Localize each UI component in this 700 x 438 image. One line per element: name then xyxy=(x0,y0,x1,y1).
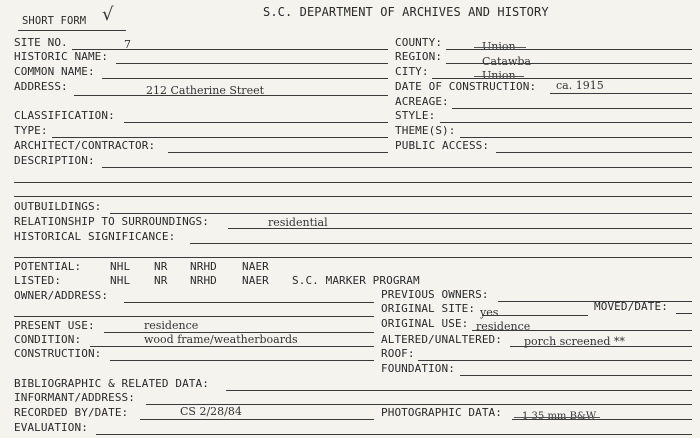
common-name-line xyxy=(102,78,388,79)
county-line xyxy=(446,49,692,50)
recorded-by-value: CS 2/28/84 xyxy=(180,405,242,418)
type-label: TYPE: xyxy=(14,124,48,137)
historic-name-line xyxy=(116,63,388,64)
condition-label: CONDITION: xyxy=(14,333,82,346)
region-value: Catawba xyxy=(482,55,531,68)
altered-label: ALTERED/UNALTERED: xyxy=(381,333,503,346)
relationship-line xyxy=(228,228,692,229)
listed-nhl: NHL xyxy=(110,274,131,287)
original-use-label: ORIGINAL USE: xyxy=(381,317,469,330)
historical-significance-label: HISTORICAL SIGNIFICANCE: xyxy=(14,230,176,243)
county-strike xyxy=(474,47,526,48)
construction-line xyxy=(110,360,374,361)
potential-nhl: NHL xyxy=(110,260,131,273)
architect-line xyxy=(168,152,388,153)
potential-nrhd: NRHD xyxy=(190,260,217,273)
historic-name-label: HISTORIC NAME: xyxy=(14,50,109,63)
architect-label: ARCHITECT/CONTRACTOR: xyxy=(14,139,156,152)
classification-line xyxy=(124,122,388,123)
relationship-value: residential xyxy=(268,216,328,229)
city-value: Union xyxy=(482,69,516,82)
original-use-value: residence xyxy=(476,320,531,333)
county-value: Union xyxy=(482,40,516,53)
check-mark: √ xyxy=(102,4,114,25)
themes-label: THEME(S): xyxy=(395,124,456,137)
condition-line xyxy=(90,346,374,347)
address-value: 212 Catherine Street xyxy=(146,84,265,97)
altered-value: porch screened ** xyxy=(524,335,625,348)
evaluation-label: EVALUATION: xyxy=(14,421,88,434)
description-line-3 xyxy=(14,196,692,197)
roof-line xyxy=(418,360,692,361)
description-label: DESCRIPTION: xyxy=(14,154,95,167)
historical-significance-line-1 xyxy=(190,243,692,244)
photographic-data-label: PHOTOGRAPHIC DATA: xyxy=(381,406,503,419)
date-of-construction-label: DATE OF CONSTRUCTION: xyxy=(395,80,537,93)
present-use-label: PRESENT USE: xyxy=(14,319,95,332)
region-line xyxy=(446,63,692,64)
listed-naer: NAER xyxy=(242,274,269,287)
construction-label: CONSTRUCTION: xyxy=(14,347,102,360)
sc-marker-program: S.C. MARKER PROGRAM xyxy=(292,274,420,287)
photographic-data-line xyxy=(512,419,692,420)
outbuildings-label: OUTBUILDINGS: xyxy=(14,200,102,213)
classification-label: CLASSIFICATION: xyxy=(14,109,115,122)
short-form-underline xyxy=(18,30,126,31)
potential-nr: NR xyxy=(154,260,168,273)
potential-naer: NAER xyxy=(242,260,269,273)
common-name-label: COMMON NAME: xyxy=(14,65,95,78)
style-label: STYLE: xyxy=(395,109,436,122)
bibliographic-label: BIBLIOGRAPHIC & RELATED DATA: xyxy=(14,377,209,390)
outbuildings-line xyxy=(110,213,692,214)
public-access-line xyxy=(496,152,692,153)
address-label: ADDRESS: xyxy=(14,80,68,93)
historical-significance-line-2 xyxy=(14,257,692,258)
previous-owners-label: PREVIOUS OWNERS: xyxy=(381,288,489,301)
type-line xyxy=(52,137,388,138)
description-line-2 xyxy=(14,182,692,183)
moved-date-label: MOVED/DATE: xyxy=(594,300,668,313)
style-line xyxy=(440,122,692,123)
listed-nr: NR xyxy=(154,274,168,287)
county-label: COUNTY: xyxy=(395,36,443,49)
region-label: REGION: xyxy=(395,50,443,63)
public-access-label: PUBLIC ACCESS: xyxy=(395,139,490,152)
informant-label: INFORMANT/ADDRESS: xyxy=(14,391,136,404)
foundation-label: FOUNDATION: xyxy=(381,362,455,375)
address-line xyxy=(74,95,388,96)
owner-address-label: OWNER/ADDRESS: xyxy=(14,289,109,302)
page-title: S.C. DEPARTMENT OF ARCHIVES AND HISTORY xyxy=(263,5,549,19)
original-site-label: ORIGINAL SITE: xyxy=(381,302,476,315)
listed-label: LISTED: xyxy=(14,274,62,287)
original-site-value: yes xyxy=(480,306,499,319)
city-strike xyxy=(474,76,524,77)
original-site-line xyxy=(482,315,588,316)
photographic-data-value: 1 35 mm B&W xyxy=(522,411,597,422)
description-line-1 xyxy=(102,167,692,168)
site-no-line xyxy=(72,49,388,50)
themes-line xyxy=(460,137,692,138)
photographic-data-strike xyxy=(514,417,600,418)
evaluation-line xyxy=(96,434,692,435)
moved-date-line xyxy=(676,313,692,314)
roof-label: ROOF: xyxy=(381,347,415,360)
listed-nrhd: NRHD xyxy=(190,274,217,287)
recorded-by-label: RECORDED BY/DATE: xyxy=(14,406,129,419)
date-of-construction-line xyxy=(550,93,692,94)
condition-value: wood frame/weatherboards xyxy=(144,333,298,346)
city-label: CITY: xyxy=(395,65,429,78)
acreage-line xyxy=(452,108,692,109)
present-use-value: residence xyxy=(144,319,199,332)
owner-address-line-2 xyxy=(14,316,374,317)
date-of-construction-value: ca. 1915 xyxy=(556,79,604,92)
altered-line xyxy=(510,346,692,347)
site-no-label: SITE NO. xyxy=(14,36,68,49)
potential-label: POTENTIAL: xyxy=(14,260,82,273)
foundation-line xyxy=(460,375,692,376)
relationship-label: RELATIONSHIP TO SURROUNDINGS: xyxy=(14,215,209,228)
short-form-label: SHORT FORM xyxy=(22,15,87,27)
site-no-value: 7 xyxy=(124,38,131,51)
acreage-label: ACREAGE: xyxy=(395,95,449,108)
owner-address-line-1 xyxy=(124,302,374,303)
original-use-line xyxy=(472,330,692,331)
recorded-by-line xyxy=(140,419,374,420)
bibliographic-line xyxy=(226,390,692,391)
